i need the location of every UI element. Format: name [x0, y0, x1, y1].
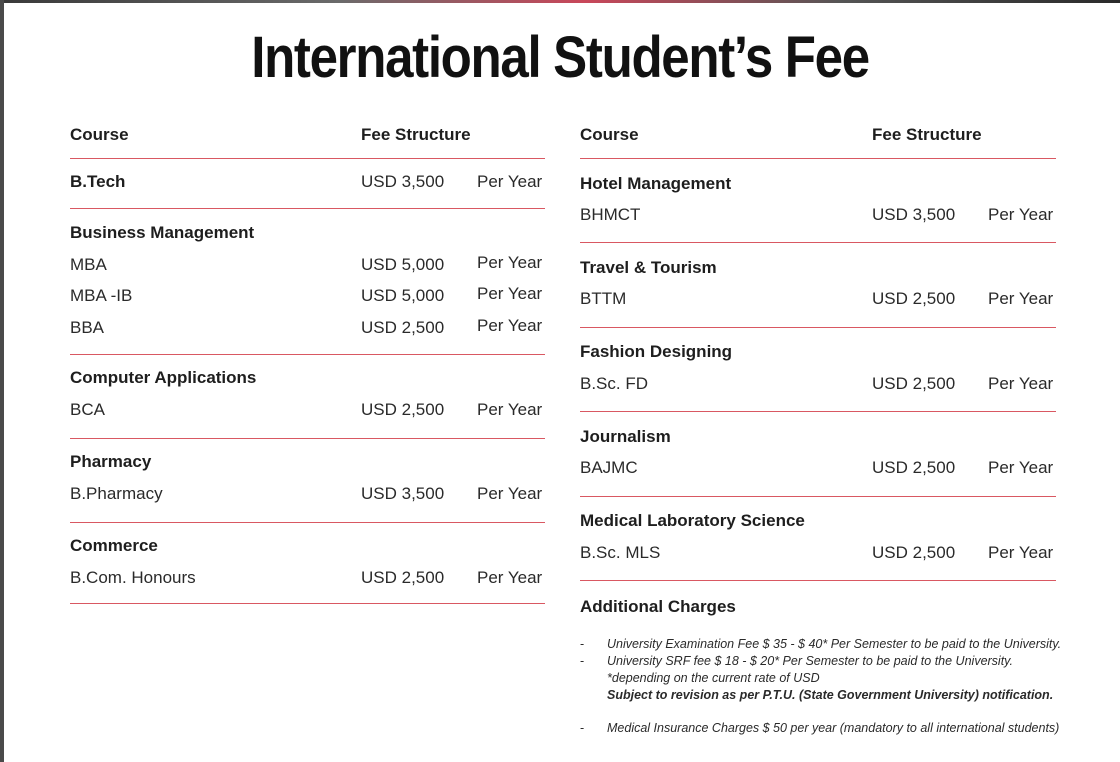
fee-period: Per Year	[477, 316, 543, 335]
course-name: BAJMC	[580, 458, 638, 477]
course-name: BCA	[70, 400, 105, 419]
note-bold-text: Subject to revision as per P.T.U. (State Government University) notification.	[607, 688, 1054, 702]
additional-charges-notes	[580, 636, 1080, 737]
group-btech	[70, 159, 545, 209]
fee-amount: USD 5,000	[361, 286, 445, 305]
fee-period: Per Year	[988, 205, 1054, 224]
fee-period: Per Year	[477, 284, 543, 303]
fee-amount: USD 3,500	[361, 172, 445, 191]
fee-period: Per Year	[477, 253, 543, 272]
table-row	[70, 318, 545, 342]
fee-amount: USD 5,000	[361, 255, 445, 274]
fee-amount: USD 2,500	[872, 458, 956, 477]
group-travel-tourism	[580, 243, 1056, 328]
bullet-dash: -	[580, 637, 585, 651]
course-header: Course	[580, 125, 639, 144]
fee-period: Per Year	[477, 484, 543, 503]
course-name: B.Sc. FD	[580, 374, 649, 393]
left-edge-bar	[0, 0, 4, 762]
table-row	[70, 172, 545, 196]
fee-amount: USD 2,500	[361, 318, 445, 337]
table-row	[580, 458, 1056, 482]
group-title: Hotel Management	[580, 174, 732, 193]
table-row	[70, 286, 545, 310]
top-decor-strip	[4, 0, 1120, 3]
bullet-dash: -	[580, 721, 585, 735]
group-journalism	[580, 412, 1056, 497]
group-title: Fashion Designing	[580, 342, 733, 361]
fee-table-left	[70, 122, 545, 604]
fee-period: Per Year	[988, 458, 1054, 477]
group-title: Pharmacy	[70, 452, 152, 471]
group-medical-laboratory-science	[580, 497, 1056, 581]
group-computer-applications	[70, 355, 545, 439]
fee-period: Per Year	[477, 568, 543, 587]
group-commerce	[70, 523, 545, 604]
group-business-management	[70, 209, 545, 355]
group-title: Business Management	[70, 223, 255, 242]
course-name: B.Pharmacy	[70, 484, 163, 503]
table-row	[580, 374, 1056, 398]
group-hotel-management	[580, 159, 1056, 243]
fee-structure-header: Fee Structure	[361, 125, 471, 144]
table-header-left	[70, 122, 545, 159]
course-name: B.Sc. MLS	[580, 543, 661, 562]
fee-period: Per Year	[988, 374, 1054, 393]
additional-charges-title: Additional Charges	[580, 597, 736, 616]
table-row	[70, 255, 545, 279]
fee-period: Per Year	[477, 400, 543, 419]
group-fashion-designing	[580, 328, 1056, 412]
table-row	[580, 205, 1056, 229]
note-text: University Examination Fee $ 35 - $ 40* Per Semester to be paid to the University.	[607, 637, 1062, 651]
fee-amount: USD 2,500	[872, 374, 956, 393]
note-text: Medical Insurance Charges $ 50 per year (mandatory to all international students)	[607, 721, 1060, 735]
group-title: Commerce	[70, 536, 158, 555]
course-header: Course	[70, 125, 129, 144]
note-subtext: *depending on the current rate of USD	[607, 671, 820, 685]
fee-period: Per Year	[477, 172, 543, 191]
bullet-dash: -	[580, 654, 585, 668]
fee-amount: USD 2,500	[872, 289, 956, 308]
page-title: International Student’s Fee	[251, 25, 869, 90]
table-row	[580, 543, 1056, 567]
course-name: MBA	[70, 255, 107, 274]
fee-structure-header: Fee Structure	[872, 125, 982, 144]
table-row	[70, 400, 545, 424]
fee-period: Per Year	[988, 289, 1054, 308]
list-item	[580, 720, 1080, 737]
fee-amount: USD 3,500	[361, 484, 445, 503]
group-title: Medical Laboratory Science	[580, 511, 805, 530]
list-item	[580, 653, 1080, 704]
table-row	[580, 289, 1056, 313]
note-text: University SRF fee $ 18 - $ 20* Per Semester to be paid to the University.	[607, 654, 1013, 668]
course-name: BHMCT	[580, 205, 641, 224]
course-name: B.Com. Honours	[70, 568, 196, 587]
course-name: BBA	[70, 318, 105, 337]
group-title: B.Tech	[70, 172, 126, 191]
group-pharmacy	[70, 439, 545, 523]
table-header-right	[580, 122, 1056, 159]
fee-period: Per Year	[988, 543, 1054, 562]
course-name: MBA -IB	[70, 286, 133, 305]
fee-amount: USD 2,500	[872, 543, 956, 562]
table-row	[70, 568, 545, 592]
fee-amount: USD 3,500	[872, 205, 956, 224]
fee-amount: USD 2,500	[361, 400, 445, 419]
fee-table-right	[580, 122, 1056, 581]
course-name: BTTM	[580, 289, 627, 308]
group-title: Computer Applications	[70, 368, 257, 387]
table-row	[70, 484, 545, 508]
group-title: Journalism	[580, 427, 671, 446]
fee-amount: USD 2,500	[361, 568, 445, 587]
list-item	[580, 636, 1080, 653]
group-title: Travel & Tourism	[580, 258, 717, 277]
